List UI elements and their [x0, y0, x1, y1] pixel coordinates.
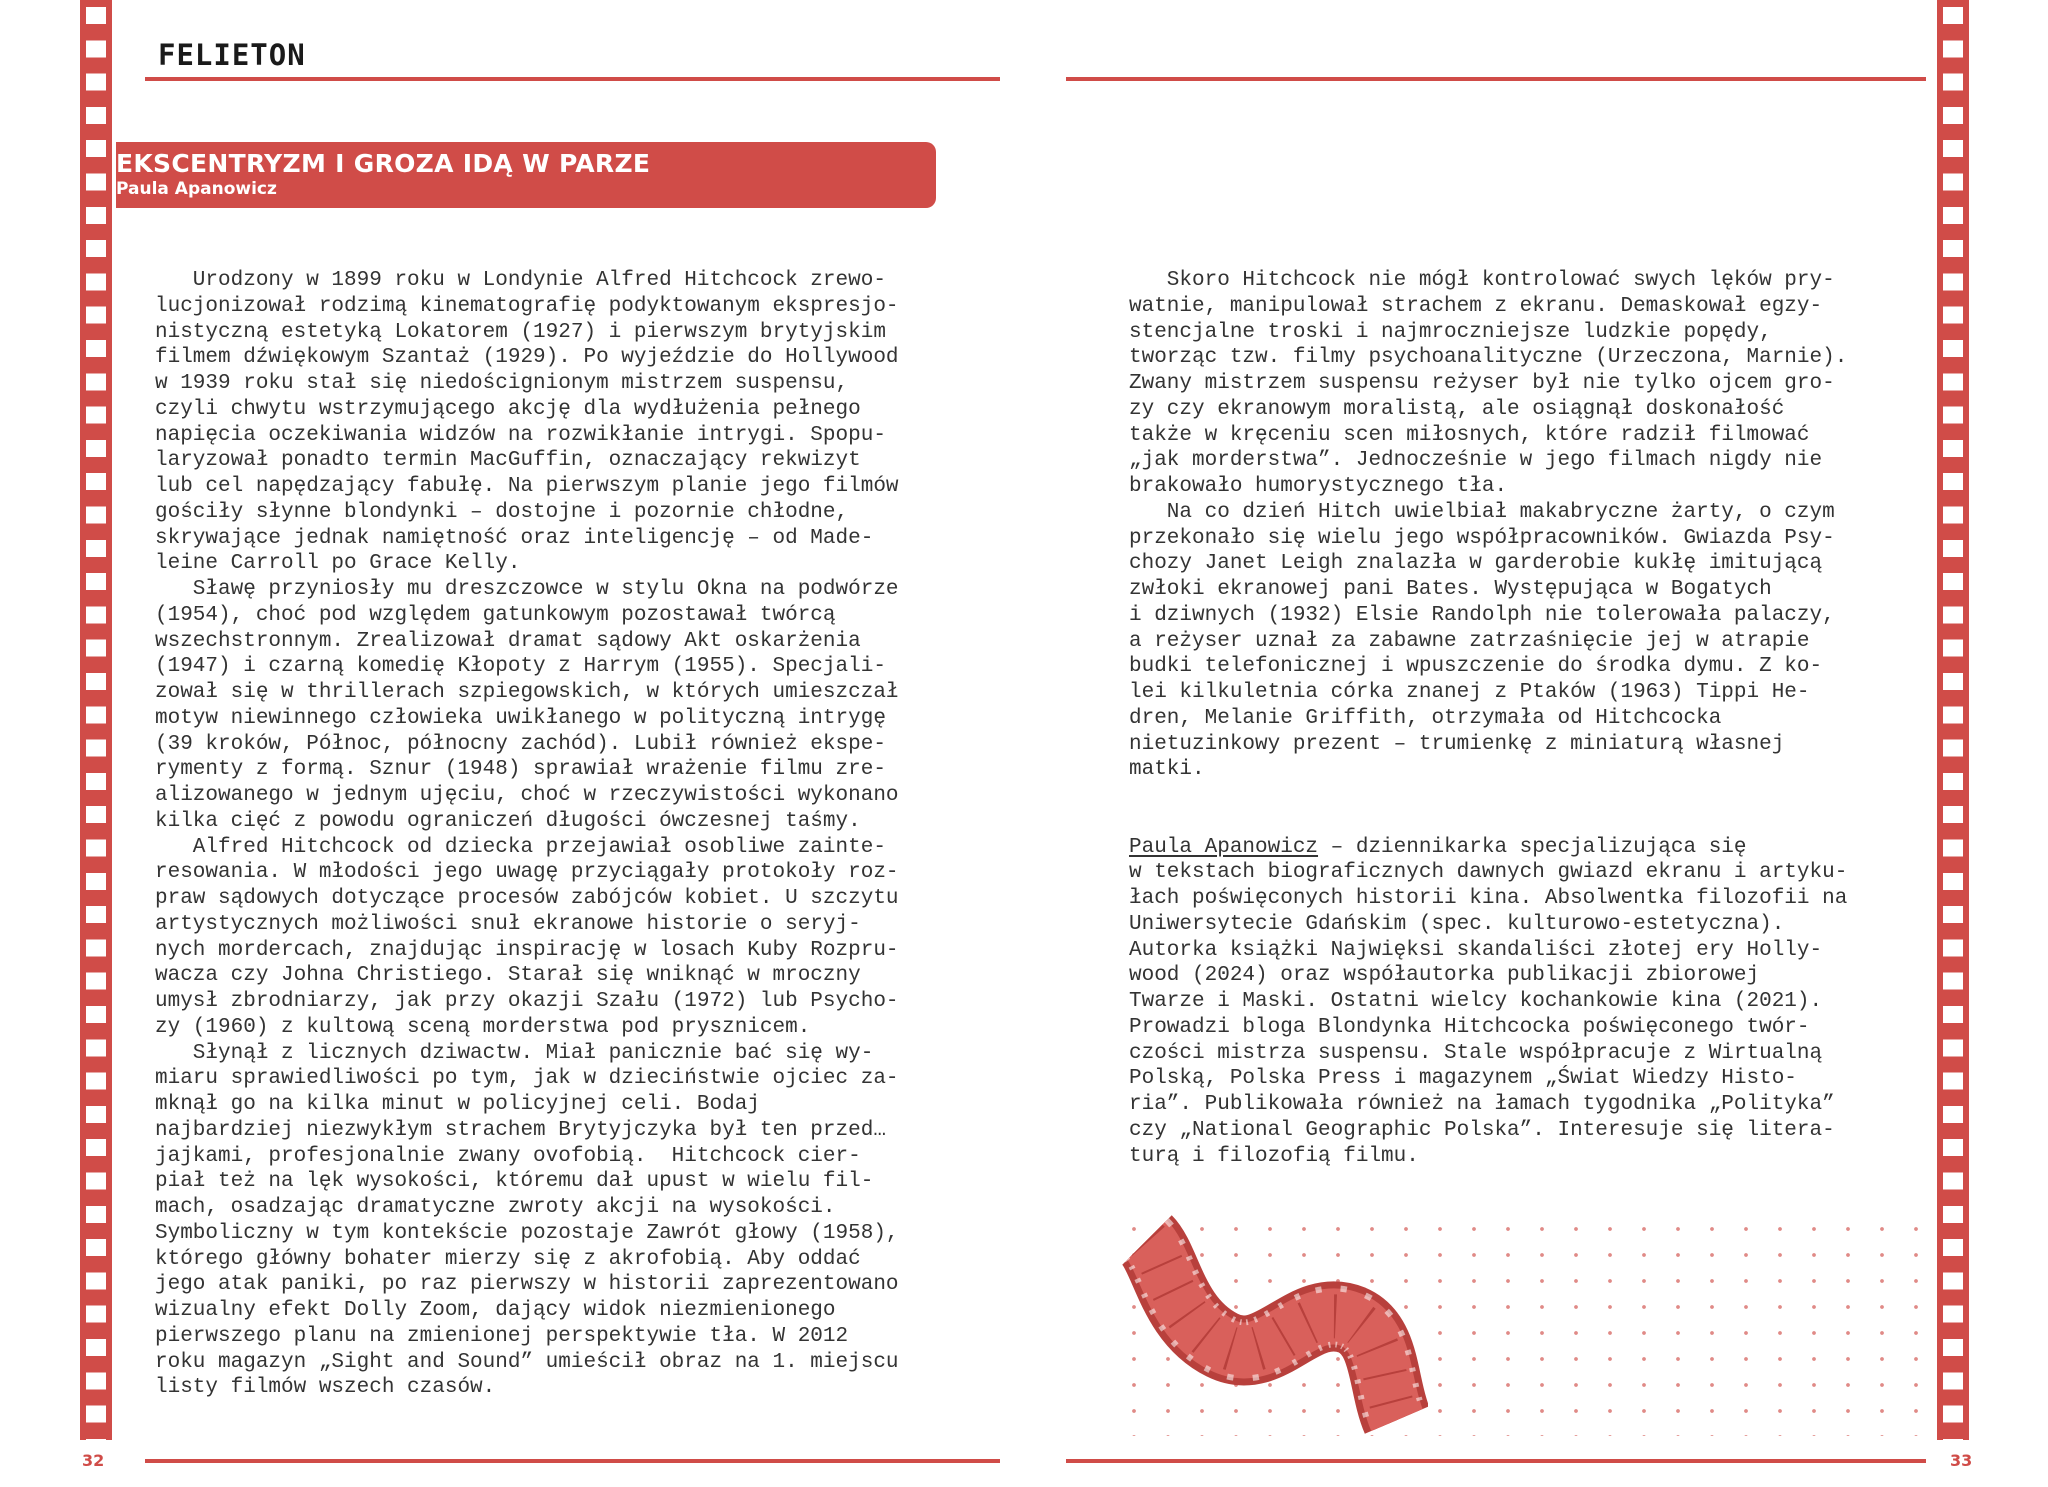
page-number-left: 32: [82, 1451, 105, 1470]
right-column: [1129, 268, 1847, 1169]
right-film-strip-border: [1937, 0, 1969, 1440]
right-column-text: Skoro Hitchcock nie mógł kontrolować swych lęków pry- watnie, manipulował strachem z ekranu. Demaskował egzy- stencjalne troski i najmroczniejsze ludzkie popędy, tworząc tzw. filmy psychoanalityczne (Urzeczona, Marnie). Zwany mistrzem suspensu reżyser był nie tylko ojcem gro- zy czy ekranowym moralistą, ale osiągnął doskonałość także w kręceniu scen miłosnych, które radził filmować „jak morderstwa”. Jednocześnie w jego filmach nigdy nie brakowało humorystycznego tła. Na co dzień Hitch uwielbiał makabryczne żarty, o czym przekonało się wielu jego współpracowników. Gwiazda Psy- chozy Janet Leigh znalazła w garderobie kukłę imitującą zwłoki ekranowej pani Bates. Występująca w Bogatych i dziwnych (1932) Elsie Randolph nie tolerowała palaczy, a reżyser uznał za zabawne zatrzaśnięcie jej w atrapie budki telefonicznej i wpuszczenie do środka dymu. Z ko- lei kilkuletnia córka znanej z Ptaków (1963) Tippi He- dren, Melanie Griffith, otrzymała od Hitchcocka nietuzinkowy prezent – trumienkę z miniaturą własnej matki.: [1129, 269, 1848, 782]
article-title-banner: [116, 142, 936, 208]
page-number-right: 33: [1950, 1451, 1973, 1470]
bottom-rule-left: [145, 1459, 1000, 1463]
section-label: FELIETON: [158, 38, 306, 72]
left-column-text: Urodzony w 1899 roku w Londynie Alfred Hitchcock zrewo- lucjonizował rodzimą kinematografię podyktowanym ekspresjo- nistyczną estetyką Lokatorem (1927) i pierwszym brytyjskim filmem dźwiękowym Szantaż (1929). Po wyjeździe do Hollywood w 1939 roku stał się niedoścignionym mistrzem suspensu, czyli chwytu wstrzymującego akcję dla wydłużenia pełnego napięcia oczekiwania widzów na rozwikłanie intrygi. Spopu- laryzował ponadto termin MacGuffin, oznaczający rekwizyt lub cel napędzający fabułę. Na pierwszym planie jego filmów gościły słynne blondynki – dostojne i pozornie chłodne, skrywające jednak namiętność oraz inteligencję – od Made- leine Carroll po Grace Kelly. Sławę przyniosły mu dreszczowce w stylu Okna na podwórze (1954), choć pod względem gatunkowym pozostawał twórcą wszechstronnym. Zrealizował dramat sądowy Akt oskarżenia (1947) i czarną komedię Kłopoty z Harrym (1955). Specjali- zował się w thrillerach szpiegowskich, w których umieszczał motyw niewinnego człowieka uwikłanego w polityczną intrygę (39 kroków, Północ, północny zachód). Lubił również ekspe- rymenty z formą. Sznur (1948) sprawiał wrażenie filmu zre- alizowanego w jednym ujęciu, choć w rzeczywistości wykonano kilka cięć z powodu ograniczeń długości ówczesnej taśmy. Alfred Hitchcock od dziecka przejawiał osobliwe zainte- resowania. W młodości jego uwagę przyciągały protokoły roz- praw sądowych dotyczące procesów zabójców kobiet. U szczytu artystycznych możliwości snuł ekranowe historie o seryj- nych mordercach, znajdując inspirację w losach Kuby Rozpru- wacza czy Johna Christiego. Starał się wniknąć w mroczny umysł zbrodniarzy, jak przy okazji Szału (1972) lub Psycho- zy (1960) z kultową sceną morderstwa pod prysznicem. Słynął z licznych dziwactw. Miał panicznie bać się wy- miaru sprawiedliwości po tym, jak w dzieciństwie ojciec za- mknął go na kilka minut w policyjnej celi. Bodaj najbardziej niezwykłym strachem Brytyjczyka był ten przed… jajkami, profesjonalnie zwany ovofobią. Hitchcock cier- piał też na lęk wysokości, któremu dał upust w wielu fil- mach, osadzając dramatyczne zwroty akcji na wysokości. Symboliczny w tym kontekście pozostaje Zawrót głowy (1958), którego główny bohater mierzy się z akrofobią. Aby oddać jego atak paniki, po raz pierwszy w historii zaprezentowano wizualny efekt Dolly Zoom, dający widok niezmienionego pierwszego planu na zmienionej perspektywie tła. W 2012 roku magazyn „Sight and Sound” umieścił obraz na 1. miejscu listy filmów wszech czasów.: [155, 269, 899, 1400]
top-rule-right: [1066, 77, 1926, 81]
bio-text: – dziennikarka specjalizująca się w tekstach biograficznych dawnych gwiazd ekranu i artyku- łach poświęconych historii kina. Absolwentka filozofii na Uniwersytecie Gdańskim (spec. kulturowo-estetyczna). Autorka książki Najwięksi skandaliści złotej ery Holly- wood (2024) oraz współautorka publikacji zbiorowej Twarze i Maski. Ostatni wielcy kochankowie kina (2021). Prowadzi bloga Blondynka Hitchcocka poświęconego twór- czości mistrza suspensu. Stale współpracuje z Wirtualną Polską, Polska Press i magazynem „Świat Wiedzy Histo- ria”. Publikowała również na łamach tygodnika „Polityka” czy „National Geographic Polska”. Interesuje się litera- turą i filozofią filmu.: [1129, 835, 1848, 1168]
article-title: EKSCENTRYZM I GROZA IDĄ W PARZE: [116, 149, 651, 178]
article-author: Paula Apanowicz: [116, 179, 277, 199]
bottom-rule-right: [1066, 1459, 1926, 1463]
bio-author-name: Paula Apanowicz: [1129, 835, 1319, 859]
film-strip-icon: [1112, 1200, 1428, 1450]
top-rule-left: [145, 77, 1000, 81]
left-film-strip-border: [80, 0, 112, 1440]
